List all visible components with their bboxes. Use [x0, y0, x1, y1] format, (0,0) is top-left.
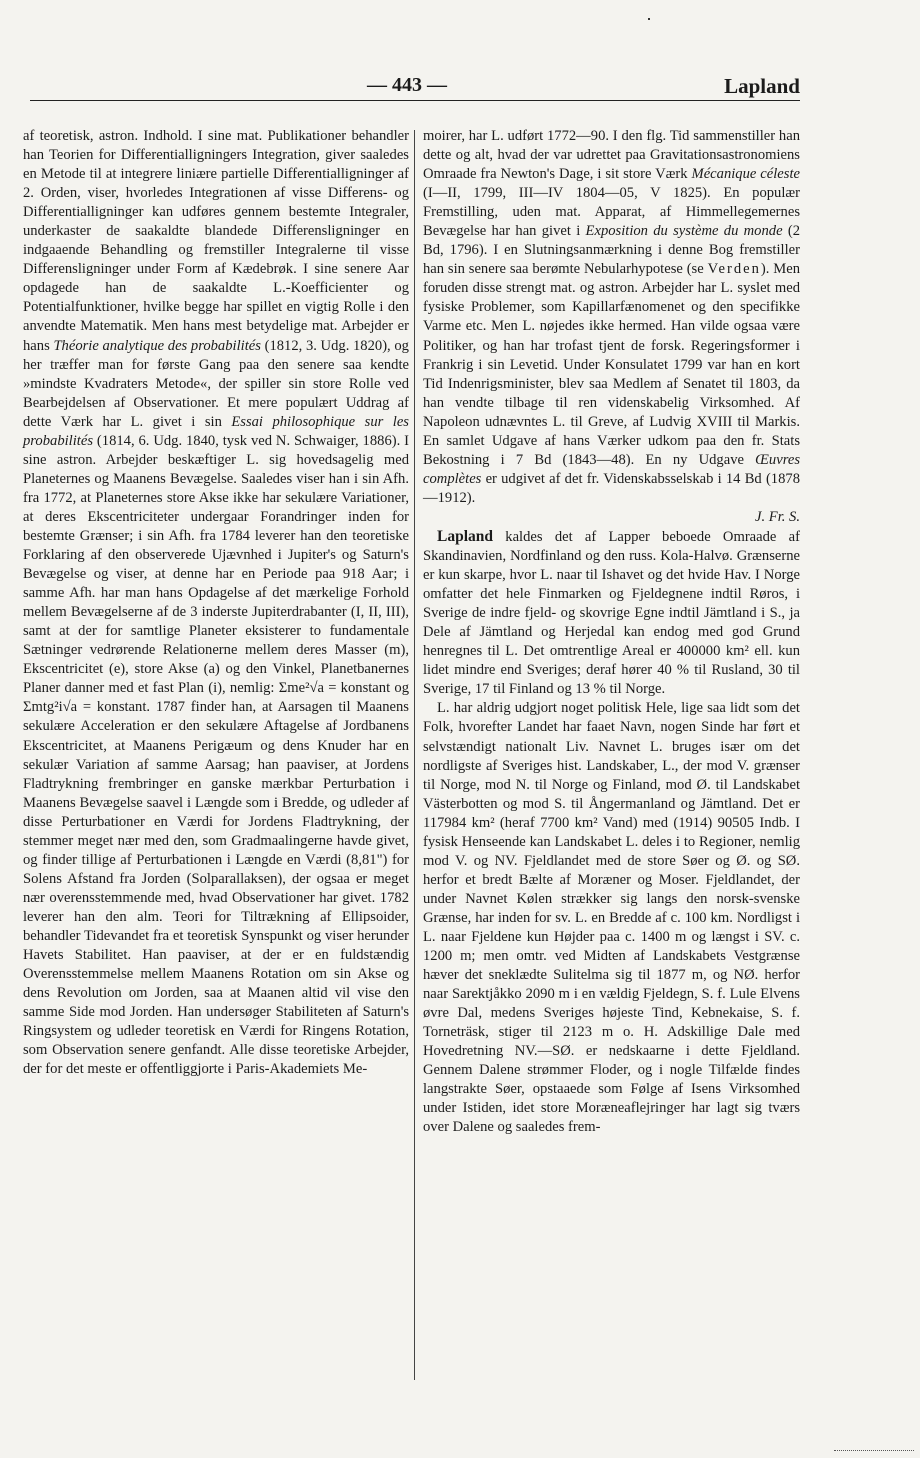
- author-signature: J. Fr. S.: [755, 508, 800, 525]
- column-divider: [414, 130, 415, 1380]
- paragraph: L. har aldrig udgjort noget politisk Hele, lige saa lidt som det Folk, hvorefter Landet har faaet Navn, nogen Sinde har ført et selvstændigt nationalt Liv. Navnet L. bruges især om det nordligste af Sveriges hist. Landskaber, L., der mod V. grænser til Norge, mod N. til Norge og Finland, mod Ø. til Landskabet Västerbotten og mod S. til Ångermanland og Jämtland. Det er 117984 km² (heraf 7700 km² Vand) med (1914) 90505 Indb. I fysisk Henseende kan Landskabet L. deles i to Regioner, nemlig mod V. og NV. Fjeldlandet med de store Søer og Ø. og SØ. herfor et bredt Bælte af Moræner og Moser. Fjeldlandet, der under Navnet Kølen strækker sig langs den norsk-svenske Grænse, har inden for sv. L. en Bredde af c. 100 km. Nordligst i L. naar Fjeldene kun Højder paa c. 1400 m og længst i SV. c. 1200 m; men omtr. ved Midten af Landskabets Vestgrænse hæver det sneklædte Sulitelma sig til 1877 m, og NØ. herfor naar Sarektjåkko 2090 m i en vældig Fjeldegn, S. f. Lule Elvens øvre Dal, medens Sveriges højeste Tind, Kebnekaise, S. f. Torneträsk, stiger til 2123 m o. H. Adskillige Dale med Hovedretning NV.—SØ. er nedskaarne i dette Fjeldland. Gennem Dalene strømmer Floder, og i nogle Tilfælde findes langstrakte Søer, opstaaede som Følge af Isens Virksomhed under Istiden, idet store Moræneaflejringer har lagt sig tværs over Dalene og saaledes frem-: [423, 700, 800, 1136]
- book-title: Œuvres complètes: [423, 451, 800, 487]
- scan-edge-mark: [834, 1450, 914, 1453]
- cross-reference: Verden: [707, 261, 761, 278]
- paragraph: [423, 127, 800, 508]
- right-column: [423, 127, 800, 1137]
- book-title: Essai philosophique sur les probabilités: [23, 413, 409, 449]
- text-run: ). Men foruden disse strengt mat. og astron. Arbejder har L. syslet med fysiske Problemer, som Kapillarfænomenet og den specifikke Varme etc. Men L. nøjedes ikke hermed. Han vilde ogsaa være Politiker, og han har trofast tjent de forsk. Regeringsformer i Frankrig i sin Levetid. Under Konsulatet 1799 var han en kort Tid Indenrigsminister, blev saa Medlem af Senatet til 1803, da han vendte tilbage til ren videnskabelig Virksomhed. Af Napoleon udnævntes L. til Greve, af Ludvig XVIII til Markis. En samlet Udgave af hans Værker udkom paa den fr. Stats Bekostning i 7 Bd (1843—48). En ny Udgave: [423, 261, 800, 468]
- text-run: (I—II, 1799, III—IV 1804—05, V 1825). En populær Fremstilling, uden mat. Apparat, af Himmellegemernes Bevægelse har han givet i: [423, 185, 800, 240]
- left-column: [23, 127, 409, 1079]
- running-head: Lapland: [724, 74, 800, 98]
- text-run: (1812, 3. Udg. 1820), og her træffer man for første Gang paa den senere saa kendte »mindste Kvadraters Metode«, der spiller sin store Rolle ved Bearbejdelsen af Observationer. Et mere populært Uddrag af dette Værk har L. givet i sin: [23, 337, 409, 430]
- paragraph: [23, 127, 409, 1079]
- text-run: moirer, har L. udført 1772—90. I den flg. Tid sammenstiller han dette og alt, hvad der var udrettet paa Gravitationsastronomiens Omraade fra Newton's Dage, i sit store Værk: [423, 128, 800, 183]
- text-run: (1814, 6. Udg. 1840, tysk ved N. Schwaiger, 1886). I sine astron. Arbejder beskæftiger L. sig hovedsagelig med Planeternes og Maanens Bevægelse. Saaledes viser han i sin Afh. fra 1772, at Planeternes store Akse ikke har sekulære Variationer, at deres Ekscentriciteter undergaar Forandringer inden for bestemte Grænser; i sin Afh. fra 1784 leverer han den teoretiske Forklaring af den observerede Ujævnhed i Jupiter's og Saturn's Bevægelse og viser, at denne har en Periode paa 918 Aar; i samme Afh. har man hans Opdagelse af det mærkelige Forhold mellem Bevægelserne af de 3 inderste Jupiterdrabanter (I, II, III), samt at der for samtlige Planeter eksisterer to fundamentale Sætninger vedrørende Relationerne mellem deres Masser (m), Ekscentricitet (e), store Akse (a) og den Vinkel, Planetbanernes Planer danner med et fast Plan (i), nemlig: Σme²√a = konstant og Σmtg²i√a = konstant. 1787 finder han, at Aarsagen til Maanens sekulære Acceleration er den sekulære Aftagelse af Jordbanens Ekscentricitet, at Maanens Perigæum og dens Knuder har en sekulær Variation af samme Aarsag; han paaviser, at Jordens Fladtrykning frembringer en ganske mærkbar Perturbation i Maanens Bevægelse saavel i Længde som i Bredde, og udleder af disse Perturbationer en Værdi for Jordens Fladtrykning, der stemmer meget nær med den, som Gradmaalingerne havde givet, og finder tillige af Perturbationen i Længde en Værdi (8,81") for Solens Afstand fra Jorden (Solparallaksen), der ogsaa er meget nær overensstemmende med, hvad Observationer har givet. 1782 leverer han den alm. Teori for Tiltrækning af Ellipsoider, behandler Tidevandet fra et teoretisk Synspunkt og viser herunder Havets Stabilitet. Han paaviser, at der er en fuldstændig Overensstemmelse mellem Maanens Rotation om sin Akse og dens Revolution om Jorden, saa at Maanen altid vil vise den samme Side mod Jorden. Han undersøger Stabiliteten af Saturn's Ringsystem og udleder teoretisk en Værdi for Ringens Rotation, som Observation senere genfandt. Alle disse teoretiske Arbejder, der for det meste er offentliggjorte i Paris-Akademiets Me-: [23, 432, 409, 1078]
- paragraph: [423, 527, 800, 699]
- book-title: Exposition du système du monde: [585, 223, 783, 240]
- text-run: af teoretisk, astron. Indhold. I sine mat. Publikationer behandler han Teorien for Differentialligningers Integration, giver saaledes en Metode til at integrere liniære partielle Differentialligninger af 2. Orden, viser, hvorledes Integrationen af visse Differens- og Differentialligninger kan udføres gennem bestemte Integraler, underkaster de saakaldte blandede Differensligninger en indgaaende Behandling og fremstiller Integralerne til visse Differensligninger under Form af Kædebrøk. I sine senere Aar opdagede han de saakaldte L.-Koefficienter og Potentialfunktioner, hvilke begge har spillet en vigtig Rolle i den anvendte Matematik. Men hans mest betydelige mat. Arbejder er hans: [23, 128, 409, 354]
- book-title: Mécanique céleste: [691, 166, 800, 183]
- page-number: — 443 —: [367, 74, 447, 96]
- text-run: kaldes det af Lapper beboede Omraade af Skandinavien, Nordfinland og den russ. Kola-Halvø. Grænserne er kun skarpe, hvor L. naar til Ishavet og det hvide Hav. I Norge omfatter det hele Finmarken og Fjeldegnene indtil Røros, i Sverige de indre fjeld- og skovrige Egne indtil Jämtland i S., ja Dele af Jämtland og Herjedal kan endog med god Grund henregnes til L. Det omtrentlige Areal er 400000 km² ell. kun lidet mindre end Sveriges; deraf hører 40 % til Rusland, 30 til Sverige, 17 til Finland og 13 % til Norge.: [423, 528, 800, 698]
- text-run: (2 Bd, 1796). I en Slutningsanmærkning i denne Bog fremstiller han sin senere saa berømte Nebularhypotese (se: [423, 223, 800, 278]
- text-run: er udgivet af det fr. Videnskabsselskab i 14 Bd (1878—1912).: [423, 470, 800, 506]
- book-title: Théorie analytique des probabilités: [53, 337, 261, 354]
- header-rule: [30, 100, 800, 101]
- entry-headword: Lapland: [437, 527, 494, 545]
- scan-speck: [648, 18, 650, 20]
